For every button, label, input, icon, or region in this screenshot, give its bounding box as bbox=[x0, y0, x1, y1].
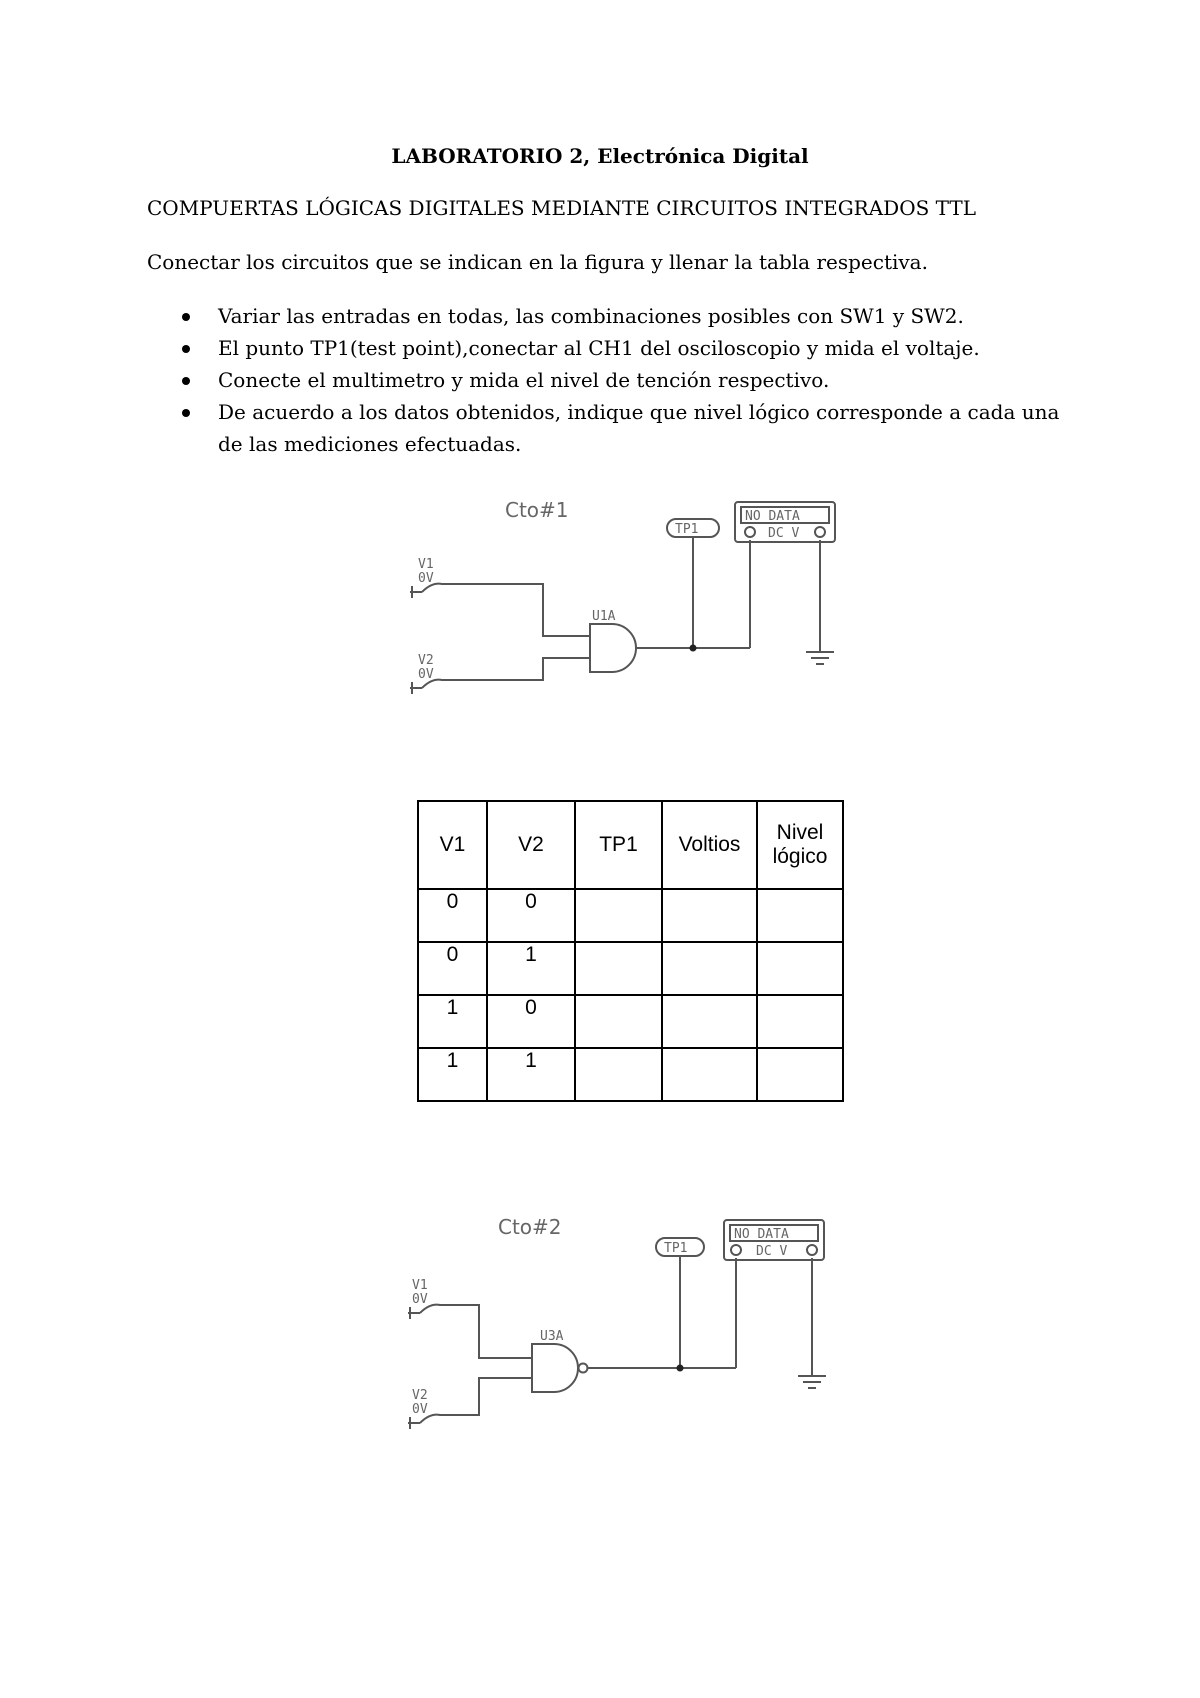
v2-label: V2 bbox=[412, 1388, 428, 1403]
table-cell[interactable] bbox=[757, 995, 843, 1048]
list-item-text: De acuerdo a los datos obtenidos, indique que nivel lógico corresponde a cada una de las mediciones efectuadas. bbox=[218, 400, 1060, 456]
probe-label: TP1 bbox=[664, 1241, 688, 1256]
table-cell: 1 bbox=[487, 942, 575, 995]
table-header: V2 bbox=[487, 801, 575, 889]
table-cell: 0 bbox=[487, 889, 575, 942]
table-cell: 0 bbox=[418, 889, 487, 942]
bullet-icon bbox=[182, 313, 190, 321]
table-cell[interactable] bbox=[662, 942, 757, 995]
table-cell[interactable] bbox=[662, 1048, 757, 1101]
circuit-1-diagram bbox=[380, 490, 860, 720]
v2-label: V2 bbox=[418, 653, 434, 668]
v1-value: 0V bbox=[418, 571, 434, 586]
list-item bbox=[147, 364, 1067, 396]
table-cell: 1 bbox=[418, 1048, 487, 1101]
probe-label: TP1 bbox=[675, 522, 699, 537]
gate-label: U3A bbox=[540, 1329, 564, 1344]
v2-value: 0V bbox=[418, 667, 434, 682]
table-cell[interactable] bbox=[757, 889, 843, 942]
meter-mode: DC V bbox=[768, 526, 800, 541]
meter-display: NO DATA bbox=[734, 1227, 789, 1242]
circuit-1-title: Cto#1 bbox=[505, 498, 569, 522]
instruction-list bbox=[147, 300, 1067, 460]
table-cell[interactable] bbox=[575, 942, 662, 995]
table-cell[interactable] bbox=[575, 995, 662, 1048]
meter-display: NO DATA bbox=[745, 509, 800, 524]
v2-value: 0V bbox=[412, 1402, 428, 1417]
intro-paragraph: Conectar los circuitos que se indican en la figura y llenar la tabla respectiva. bbox=[147, 250, 928, 274]
document-subtitle: COMPUERTAS LÓGICAS DIGITALES MEDIANTE CIRCUITOS INTEGRADOS TTL bbox=[147, 196, 977, 220]
list-item-text: Conecte el multimetro y mida el nivel de tención respectivo. bbox=[218, 368, 830, 392]
table-cell[interactable] bbox=[575, 1048, 662, 1101]
meter-mode: DC V bbox=[756, 1244, 788, 1259]
v1-label: V1 bbox=[418, 557, 434, 572]
table-header: Nivel lógico bbox=[757, 801, 843, 889]
table-header-row bbox=[418, 801, 843, 889]
truth-table bbox=[417, 800, 844, 1102]
table-cell: 0 bbox=[418, 942, 487, 995]
v1-label: V1 bbox=[412, 1278, 428, 1293]
circuit-2-diagram bbox=[380, 1200, 860, 1440]
bullet-icon bbox=[182, 409, 190, 417]
table-cell[interactable] bbox=[757, 1048, 843, 1101]
table-header: Voltios bbox=[662, 801, 757, 889]
list-item-text: El punto TP1(test point),conectar al CH1 del osciloscopio y mida el voltaje. bbox=[218, 336, 980, 360]
table-cell: 1 bbox=[418, 995, 487, 1048]
list-item bbox=[147, 396, 1067, 460]
table-cell: 1 bbox=[487, 1048, 575, 1101]
list-item bbox=[147, 300, 1067, 332]
list-item-text: Variar las entradas en todas, las combinaciones posibles con SW1 y SW2. bbox=[218, 304, 964, 328]
table-header: TP1 bbox=[575, 801, 662, 889]
list-item bbox=[147, 332, 1067, 364]
bullet-icon bbox=[182, 345, 190, 353]
table-cell: 0 bbox=[487, 995, 575, 1048]
table-row bbox=[418, 889, 843, 942]
table-row bbox=[418, 942, 843, 995]
table-cell[interactable] bbox=[757, 942, 843, 995]
gate-label: U1A bbox=[592, 609, 616, 624]
table-header: V1 bbox=[418, 801, 487, 889]
table-row bbox=[418, 1048, 843, 1101]
table-cell[interactable] bbox=[575, 889, 662, 942]
v1-value: 0V bbox=[412, 1292, 428, 1307]
bullet-icon bbox=[182, 377, 190, 385]
table-cell[interactable] bbox=[662, 889, 757, 942]
table-cell[interactable] bbox=[662, 995, 757, 1048]
circuit-2-title: Cto#2 bbox=[498, 1215, 562, 1239]
table-row bbox=[418, 995, 843, 1048]
document-title: LABORATORIO 2, Electrónica Digital bbox=[391, 144, 809, 168]
